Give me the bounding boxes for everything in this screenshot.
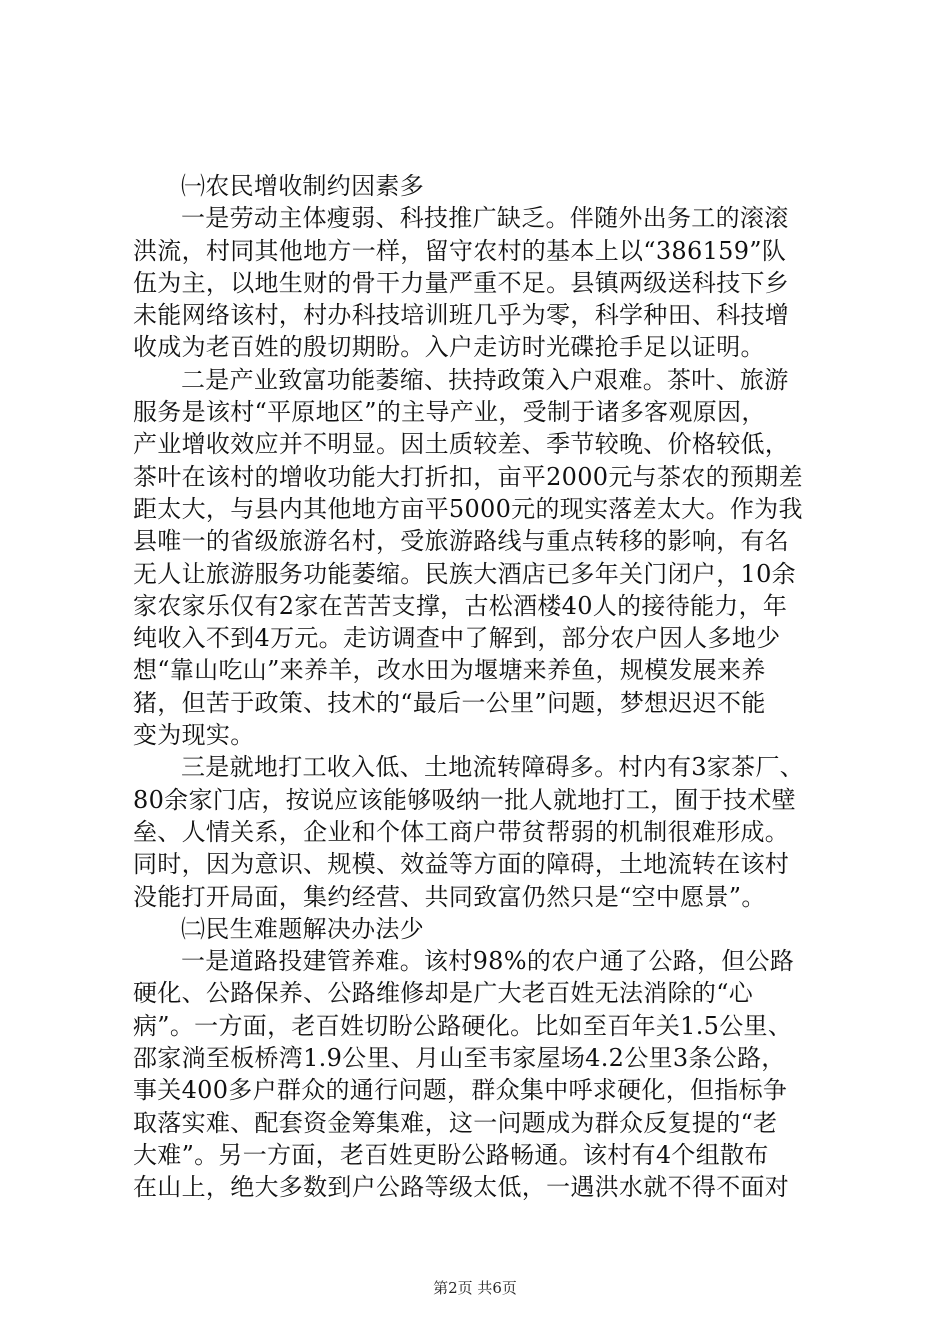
text-line: 收成为老百姓的殷切期盼。入户走访时光碟抢手足以证明。 [133, 333, 765, 362]
text-line: 大难”。另一方面，老百姓更盼公路畅通。该村有4个组散布 [133, 1140, 769, 1169]
text-line: 80余家门店，按说应该能够吸纳一批人就地打工，囿于技术壁 [133, 785, 796, 814]
document-body [133, 170, 833, 1204]
text-line: 县唯一的省级旅游名村，受旅游路线与重点转移的影响，有名 [133, 527, 790, 556]
text-line: 变为现实。 [133, 721, 255, 750]
text-line: 在山上，绝大多数到户公路等级太低，一遇洪水就不得不面对 [133, 1173, 790, 1202]
text-line: 服务是该村“平原地区”的主导产业，受制于诸多客观原因， [133, 398, 766, 427]
text-line: 想“靠山吃山”来养羊，改水田为堰塘来养鱼，规模发展来养 [133, 656, 766, 685]
text-line: 伍为主，以地生财的骨干力量严重不足。县镇两级送科技下乡 [133, 268, 790, 297]
text-line: 未能网络该村，村办科技培训班几乎为零，科学种田、科技增 [133, 301, 790, 330]
text-line: 家农家乐仅有2家在苦苦支撑，古松酒楼40人的接待能力，年 [133, 591, 788, 620]
text-line: 同时，因为意识、规模、效益等方面的障碍，土地流转在该村 [133, 850, 790, 879]
text-line: ㈡民生难题解决办法少 [181, 914, 424, 943]
text-line: ㈠农民增收制约因素多 [181, 172, 424, 200]
text-line: 产业增收效应并不明显。因土质较差、季节较晚、价格较低， [133, 430, 790, 459]
text-line: 取落实难、配套资金筹集难，这一问题成为群众反复提的“老 [133, 1108, 778, 1137]
text-line: 洪流，村同其他地方一样，留守农村的基本上以“386159”队 [133, 236, 787, 265]
text-line: 纯收入不到4万元。走访调查中了解到，部分农户因人多地少 [133, 624, 781, 653]
page-footer: 第2页 共6页 [433, 1279, 517, 1297]
text-line: 无人让旅游服务功能萎缩。民族大酒店已多年关门闭户，10余 [133, 559, 796, 588]
text-line: 邵家淌至板桥湾1.9公里、月山至韦家屋场4.2公里3条公路， [133, 1044, 786, 1073]
text-line: 垒、人情关系，企业和个体工商户带贫帮弱的机制很难形成。 [133, 817, 790, 846]
text-line: 病”。一方面，老百姓切盼公路硬化。比如至百年关1.5公里、 [133, 1011, 793, 1040]
text-line: 茶叶在该村的增收功能大打折扣，亩平2000元与茶农的预期差 [133, 462, 803, 491]
text-line: 三是就地打工收入低、土地流转障碍多。村内有3家茶厂、 [181, 753, 805, 782]
text-line: 一是道路投建管养难。该村98%的农户通了公路，但公路 [181, 947, 795, 976]
text-line: 猪，但苦于政策、技术的“最后一公里”问题，梦想迟迟不能 [133, 688, 766, 717]
text-line: 硬化、公路保养、公路维修却是广大老百姓无法消除的“心 [133, 979, 754, 1008]
text-line: 距太大，与县内其他地方亩平5000元的现实落差太大。作为我 [133, 494, 803, 523]
text-line: 事关400多户群众的通行问题，群众集中呼求硬化，但指标争 [133, 1076, 788, 1105]
text-line: 没能打开局面，集约经营、共同致富仍然只是“空中愿景”。 [133, 882, 766, 911]
text-line: 二是产业致富功能萎缩、扶持政策入户艰难。茶叶、旅游 [181, 365, 789, 394]
text-line: 一是劳动主体瘦弱、科技推广缺乏。伴随外出务工的滚滚 [181, 204, 789, 233]
